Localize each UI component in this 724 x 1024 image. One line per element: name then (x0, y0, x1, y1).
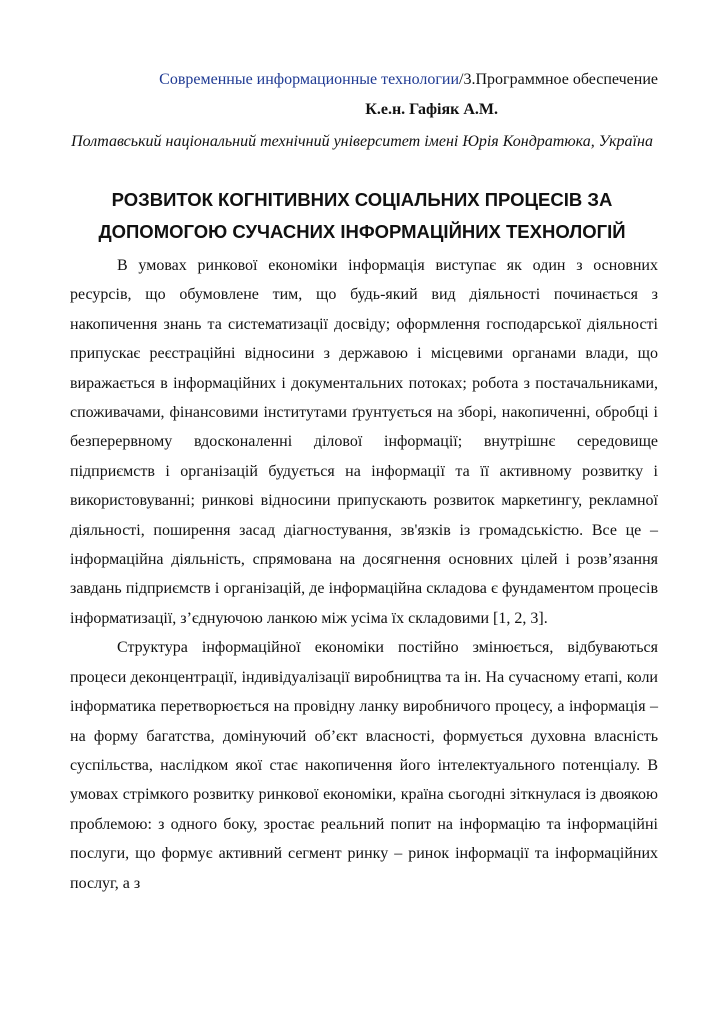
section-header (70, 70, 658, 90)
body-paragraph: Структура інформаційної економіки постійно змінюється, відбуваються процеси деконцентрації, індивідуалізації виробництва та ін. На сучасному етапі, коли інформатика перетворюється на провідну ланку виробничого процесу, а інформація – на форму багатства, домінуючий об’єкт власності, формується духовна власність суспільства, наслідком якої стає накопичення його інтелектуального потенціалу. В умовах стрімкого розвитку ринкової економіки, країна сьогодні зіткнулася із двоякою проблемою: з одного боку, зростає реальний попит на інформацію та інформаційні послуги, що формує активний сегмент ринку – ринок інформації та інформаційних послуг, а з (70, 639, 658, 892)
article-body (70, 251, 658, 898)
article-title: РОЗВИТОК КОГНІТИВНИХ СОЦІАЛЬНИХ ПРОЦЕСІВ ЗА ДОПОМОГОЮ СУЧАСНИХ ІНФОРМАЦІЙНИХ ТЕХНОЛОГІЙ (98, 189, 626, 242)
section-subtitle: /3.Программное обеспечение (459, 71, 658, 88)
section-link[interactable]: Современные информационные технологии (159, 71, 460, 88)
author-name: К.е.н. Гафіяк А.М. (365, 101, 498, 118)
body-paragraph: В умовах ринкової економіки інформація виступає як один з основних ресурсів, що обумовлене тим, що будь-який вид діяльності починається з накопичення знань та систематизації досвіду; оформлення господарської діяльності припускає реєстраційні відносини з державою і місцевими органами влади, що виражається в інформаційних і документальних потоках; робота з постачальниками, споживачами, фінансовими інститутами ґрунтується на зборі, накопиченні, обробці і безперервному вдосконаленні ділової інформації; внутрішнє середовище підприємств і організацій будується на інформації та її активному розвитку і використовуванні; ринкові відносини припускають розвиток маркетингу, рекламної діяльності, поширення засад діагностування, зв'язків із громадськістю. Все це – інформаційна діяльність, спрямована на досягнення основних цілей і розв’язання завдань підприємств і організацій, де інформаційна складова є фундаментом процесів інформатизації, з’єднуючою ланкою між усіма їх складовими [1, 2, 3]. (70, 257, 658, 627)
author-affiliation: Полтавський національний технічний університет імені Юрія Кондратюка, Україна (71, 133, 653, 150)
